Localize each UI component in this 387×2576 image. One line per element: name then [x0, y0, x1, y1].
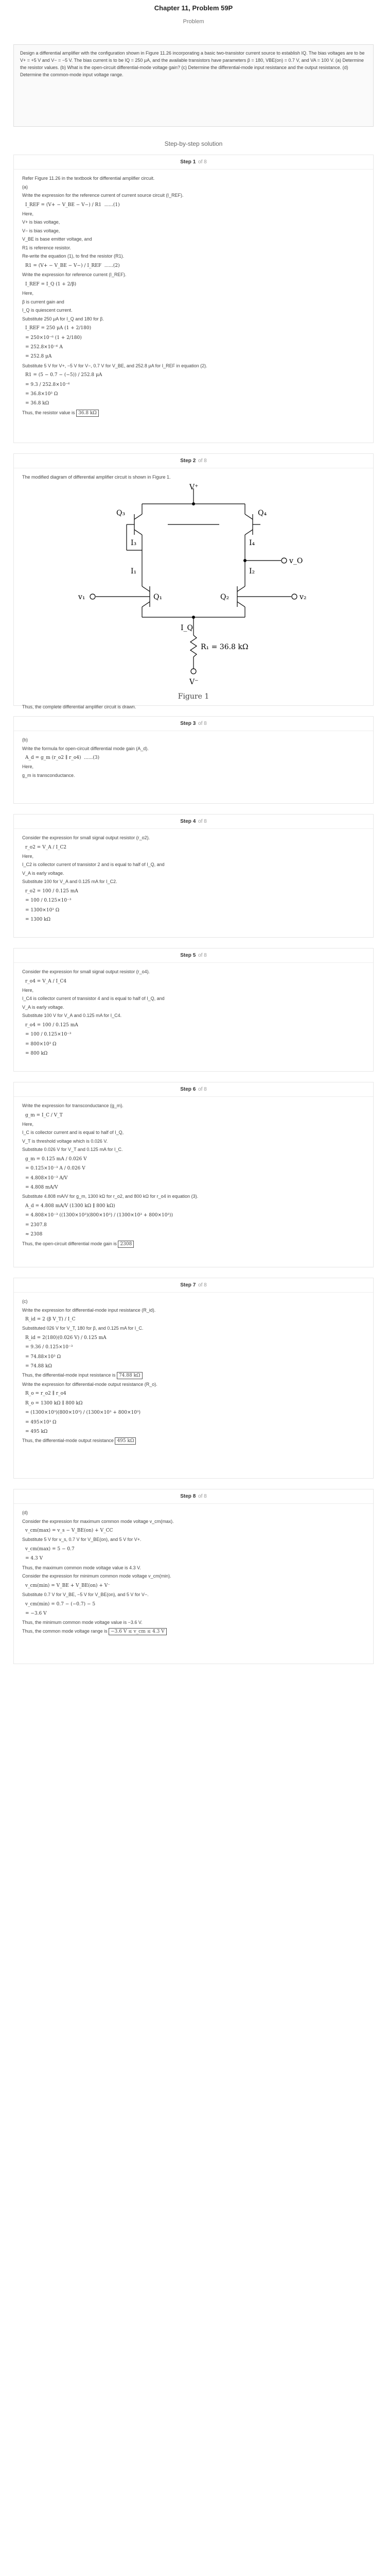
q3-emitter — [134, 514, 142, 519]
output-node — [243, 559, 247, 562]
step-1-line: β is current gain and — [22, 299, 64, 304]
step-6-line: V_T is threshold voltage which is 0.026 V. — [22, 1138, 108, 1144]
step-6-equation: = 4.808×10⁻³ ((1300×10³)(800×10³) / (1300×10³ + 800×10³)) — [25, 1213, 173, 1218]
step-1-equation: = 36.8×10³ Ω — [25, 392, 58, 397]
output-terminal — [282, 558, 287, 563]
step-1-label: Step 1 — [180, 159, 196, 165]
step-3-body — [14, 731, 373, 785]
step-8-line: Substitute 5 V for v_s, 0.7 V for V_BE(on), and 5 V for V+. — [22, 1537, 142, 1543]
step-6-label: Step 6 — [180, 1087, 196, 1092]
step-6-line: Here, — [22, 1121, 34, 1127]
step-3-line: g_m is transconductance. — [22, 772, 75, 778]
step-1-line: Here, — [22, 291, 34, 296]
step-4-label: Step 4 — [180, 819, 196, 824]
q1-label: Q₁ — [153, 592, 163, 601]
step-7-of: of 8 — [198, 1282, 207, 1288]
step-1-equation: I_REF = 250 μA (1 + 2/180) — [25, 326, 92, 331]
q2-emitter — [237, 602, 245, 607]
q1-collector — [142, 586, 150, 591]
step-7-conclusion-2 — [22, 1437, 365, 1445]
step-1-line: Refer Figure 11.26 in the textbook for differential amplifier circuit. — [22, 176, 155, 181]
step-5-line: Consider the expression for small signal output resistor (r_o4). — [22, 969, 150, 974]
step-1-line: Substitute 5 V for V+, −5 V for V−, 0.7 V for V_BE, and 252.8 μA for I_REF in equation (2). — [22, 363, 207, 368]
step-8-line: Substitute 0.7 V for V_BE, −5 V for V_BE(on), and 5 V for V−. — [22, 1592, 149, 1598]
step-7-equation: R_id = 2 (β V_T) / I_C — [25, 1317, 76, 1322]
step-7-conclusion-1-text: Thus, the differential-mode input resistance is — [22, 1372, 116, 1378]
step-3 — [13, 716, 374, 804]
v2-label: v₂ — [300, 592, 307, 601]
step-8-conclusion-text: Thus, the common mode voltage range is — [22, 1628, 108, 1634]
vplus-node — [192, 502, 195, 505]
step-2-header[interactable] — [14, 454, 373, 468]
step-6-equation: g_m = 0.125 mA / 0.026 V — [25, 1156, 87, 1162]
step-1-equation: = 36.8 kΩ — [25, 401, 49, 406]
step-1-line: V_BE is base emitter voltage, and — [22, 236, 92, 242]
step-4-line: Here, — [22, 853, 34, 859]
step-5-body — [14, 963, 373, 1063]
vminus-terminal — [191, 669, 196, 674]
q3-label: Q₃ — [116, 509, 126, 517]
step-3-line: (b) — [22, 737, 28, 742]
step-8 — [13, 1489, 374, 1664]
step-6 — [13, 1082, 374, 1267]
step-7-equation: = 74.88×10³ Ω — [25, 1354, 61, 1360]
step-4-equation: = 1300×10³ Ω — [25, 907, 60, 913]
step-4-equation: r_o2 = V_A / I_C2 — [25, 844, 67, 850]
vo-label: v_O — [289, 556, 303, 565]
step-8-line: Thus, the maximum common mode voltage value is 4.3 V. — [22, 1565, 141, 1570]
step-6-equation: = 4.808 mA/V — [25, 1185, 58, 1191]
step-7-body — [14, 1293, 373, 1451]
step-7-equation: = 9.36 / 0.125×10⁻³ — [25, 1345, 73, 1350]
step-5 — [13, 948, 374, 1072]
vminus-label: V⁻ — [189, 677, 199, 686]
step-1-line: Write the expression for the reference current of current source circuit (I_REF). — [22, 193, 184, 198]
step-1-of: of 8 — [198, 159, 207, 165]
step-2-body — [14, 468, 373, 716]
q3-collector — [134, 530, 142, 535]
step-7-answer-1: 74.88 kΩ — [117, 1372, 143, 1379]
step-2 — [13, 453, 374, 709]
step-1-header[interactable] — [14, 155, 373, 170]
q2-label: Q₂ — [220, 592, 230, 601]
step-4-line: I_C2 is collector current of transistor 2 and is equal to half of I_Q, and — [22, 862, 165, 868]
step-6-line: Substitute 0.026 V for V_T and 0.125 mA for I_C. — [22, 1147, 123, 1153]
i2-label: I₂ — [249, 567, 255, 575]
step-4 — [13, 814, 374, 938]
q4-collector — [245, 530, 253, 535]
step-5-equation: = 100 / 0.125×10⁻³ — [25, 1032, 72, 1038]
step-7-header[interactable] — [14, 1278, 373, 1293]
problem-text: Design a differential amplifier with the configuration shown in Figure 11.26 incorporating a basic two-transistor current source to establish IQ. The bias voltages are to be V+ = +5 V and V− = −5 V. The bias current is to be IQ = 250 μA, and the available transistors have parameters β = 180, VBE(on) = 0.7 V, and VA = 100 V. (a) Determine the resistor values. (b) What is the open-circuit differential-mode voltage gain? (c) Determine the differential-mode input resistance and the output resistance. (d) Determine the common-mode input voltage range. — [20, 50, 365, 77]
step-5-line: Substitute 100 V for V_A and 0.125 mA for I_C4. — [22, 1013, 122, 1019]
step-7-line: (c) — [22, 1299, 28, 1304]
step-2-of: of 8 — [198, 458, 207, 464]
step-3-equation: A_d = g_m (r_o2 ∥ r_o4) ......(3) — [25, 755, 100, 760]
step-5-equation: = 800 kΩ — [25, 1051, 48, 1057]
step-8-line: Consider the expression for maximum common mode voltage v_cm(max). — [22, 1518, 174, 1524]
step-1-equation: = 9.3 / 252.8×10⁻⁶ — [25, 382, 70, 387]
step-8-header[interactable] — [14, 1489, 373, 1504]
step-1-line: R1 is reference resistor. — [22, 245, 72, 250]
step-1-equation: I_REF = I_Q (1 + 2/β) — [25, 281, 77, 287]
step-6-of: of 8 — [198, 1087, 207, 1092]
step-7-answer-2: 495 kΩ — [115, 1437, 136, 1445]
step-7-equation: = 495 kΩ — [25, 1429, 48, 1435]
step-8-equation: = −3.6 V — [25, 1611, 47, 1616]
step-7-equation: = 495×10³ Ω — [25, 1419, 57, 1425]
step-8-label: Step 8 — [180, 1494, 196, 1499]
step-4-line: Substitute 100 for V_A and 0.125 mA for I_C2. — [22, 879, 117, 885]
step-6-line: Substitute 4.808 mA/V for g_m, 1300 kΩ for r_o2, and 800 kΩ for r_o4 in equation (3). — [22, 1194, 199, 1199]
step-1-line: Write the expression for reference current (I_REF). — [22, 272, 127, 278]
step-1-conclusion-text: Thus, the resistor value is — [22, 410, 75, 415]
step-8-line: Thus, the minimum common mode voltage value is −3.6 V. — [22, 1620, 143, 1625]
step-5-line: I_C4 is collector current of transistor 4 and is equal to half of I_Q, and — [22, 996, 165, 1002]
step-1-line: V− is bias voltage, — [22, 228, 60, 233]
step-5-of: of 8 — [198, 953, 207, 958]
step-7-label: Step 7 — [180, 1282, 196, 1288]
step-1-equation: = 252.8×10⁻⁶ A — [25, 344, 63, 350]
v2-terminal — [292, 594, 297, 599]
step-6-equation: ≈ 2308 — [25, 1232, 43, 1238]
differential-amplifier-circuit — [39, 483, 348, 689]
step-1-equation: = 252.8 μA — [25, 354, 52, 360]
vplus-label: V⁺ — [189, 483, 199, 492]
figure-1-caption: Figure 1 — [178, 692, 209, 701]
step-4-line: Consider the expression for small signal output resistor (r_o2). — [22, 835, 150, 840]
step-7-line: Substituted 026 V for V_T, 180 for β, and 0.125 mA for I_C. — [22, 1326, 144, 1331]
step-8-line: (d) — [22, 1510, 28, 1515]
step-1-equation: R1 = (5 − 0.7 − (−5)) / 252.8 μA — [25, 372, 102, 378]
step-7-equation: R_o = 1300 kΩ ∥ 800 kΩ — [25, 1400, 83, 1406]
step-4-line: V_A is early voltage. — [22, 870, 64, 876]
step-3-header[interactable] — [14, 717, 373, 731]
r1-resistor — [190, 635, 197, 657]
step-7-line: Write the expression for differential-mode input resistance (R_id). — [22, 1307, 156, 1313]
step-4-header[interactable] — [14, 815, 373, 829]
step-8-equation: = 4.3 V — [25, 1556, 43, 1562]
step-2-conclusion: Thus, the complete differential amplifier circuit is drawn. — [22, 704, 136, 709]
step-4-equation: r_o2 = 100 / 0.125 mA — [25, 888, 78, 894]
step-4-body — [14, 829, 373, 929]
step-7-conclusion-2-text: Thus, the differential-mode output resistance — [22, 1438, 114, 1444]
step-6-conclusion-text: Thus, the open-circuit differential mode gain is — [22, 1241, 117, 1246]
step-8-line: Consider the expression for minimum common mode voltage v_cm(min). — [22, 1573, 171, 1579]
step-2-line: The modified diagram of differential amplifier circuit is shown in Figure 1. — [22, 474, 171, 480]
step-6-line: Write the expression for transconductance (g_m). — [22, 1103, 124, 1108]
step-6-equation: = 2307.8 — [25, 1222, 47, 1228]
step-4-equation: = 1300 kΩ — [25, 917, 51, 923]
step-6-equation: = 0.125×10⁻³ A / 0.026 V — [25, 1166, 85, 1172]
step-1-equation: I_REF = (V+ − V_BE − V−) / R1 ......(1) — [25, 202, 120, 208]
step-1-answer: 36.8 kΩ — [76, 410, 99, 417]
step-1-line: V+ is bias voltage, — [22, 219, 60, 225]
step-1-equation: = 250×10⁻⁶ (1 + 2/180) — [25, 335, 82, 341]
step-5-equation: = 800×10³ Ω — [25, 1041, 57, 1047]
step-1-body — [14, 170, 373, 422]
step-8-equation: v_cm(min) = 0.7 − (−0.7) − 5 — [25, 1601, 96, 1607]
step-8-equation: v_cm(min) = V_BE + V_BE(on) + V⁻ — [25, 1583, 111, 1588]
q4-emitter — [245, 514, 253, 519]
tail-node — [192, 616, 195, 619]
i3-label: I₃ — [131, 538, 137, 547]
step-7-equation: R_o = r_o2 ∥ r_o4 — [25, 1391, 66, 1397]
step-6-line: I_C is collector current and is equal to half of I_Q, — [22, 1130, 124, 1136]
step-5-line: V_A is early voltage. — [22, 1004, 64, 1010]
step-8-answer: −3.6 V ≤ v_cm ≤ 4.3 V — [109, 1628, 167, 1635]
step-5-header[interactable] — [14, 948, 373, 963]
step-5-label: Step 5 — [180, 953, 196, 958]
r1-label: R₁ = 36.8 kΩ — [201, 642, 249, 651]
step-5-equation: r_o4 = 100 / 0.125 mA — [25, 1022, 78, 1028]
solution-heading: Step-by-step solution — [164, 140, 223, 147]
i4-label: I₄ — [249, 538, 255, 547]
iq-label: I_Q — [181, 623, 194, 632]
step-1 — [13, 155, 374, 443]
tab-problem[interactable]: Problem — [183, 19, 204, 25]
step-6-equation: g_m = I_C / V_T — [25, 1112, 63, 1118]
step-8-equation: v_cm(max) = 5 − 0.7 — [25, 1546, 75, 1552]
step-1-conclusion — [22, 410, 365, 417]
step-8-body — [14, 1504, 373, 1641]
step-8-conclusion — [22, 1628, 365, 1636]
step-6-answer: 2308 — [118, 1241, 134, 1248]
step-2-label: Step 2 — [180, 458, 196, 464]
i1-label: I₁ — [131, 567, 137, 575]
step-3-of: of 8 — [198, 721, 207, 726]
step-6-conclusion — [22, 1241, 365, 1248]
step-8-equation: v_cm(max) = v_s − V_BE(on) + V_CC — [25, 1528, 113, 1533]
step-3-label: Step 3 — [180, 721, 196, 726]
q1-emitter — [142, 602, 150, 607]
step-7-line: Write the expression for differential-mode output resistance (R_o). — [22, 1381, 157, 1387]
step-8-of: of 8 — [198, 1494, 207, 1499]
step-1-equation: R1 = (V+ − V_BE − V−) / I_REF ......(2) — [25, 263, 120, 268]
step-4-equation: = 100 / 0.125×10⁻³ — [25, 898, 72, 904]
step-1-line: Re-write the equation (1), to find the resistor (R1). — [22, 253, 125, 259]
step-5-line: Here, — [22, 987, 34, 993]
q4-label: Q₄ — [258, 509, 267, 517]
step-5-equation: r_o4 = V_A / I_C4 — [25, 978, 67, 984]
step-6-equation: = 4.808×10⁻³ A/V — [25, 1175, 68, 1181]
step-1-line: Here, — [22, 211, 34, 216]
step-7-equation: = 74.88 kΩ — [25, 1364, 52, 1369]
step-6-body — [14, 1097, 373, 1253]
step-4-of: of 8 — [198, 819, 207, 824]
q2-collector — [237, 586, 245, 591]
problem-statement — [13, 44, 374, 127]
step-3-line: Here, — [22, 764, 34, 770]
step-7-conclusion-1 — [22, 1372, 365, 1380]
v1-terminal — [90, 594, 95, 599]
v1-label: v₁ — [78, 592, 85, 601]
page-title: Chapter 11, Problem 59P — [154, 4, 233, 12]
step-1-line: Substitute 250 μA for I_Q and 180 for β. — [22, 316, 104, 321]
step-7-equation: R_id = 2(180)(0.026 V) / 0.125 mA — [25, 1335, 107, 1341]
step-7 — [13, 1278, 374, 1479]
step-3-line: Write the formula for open-circuit differential mode gain (A_d). — [22, 745, 149, 751]
step-6-equation: A_d = 4.808 mA/V (1300 kΩ ∥ 800 kΩ) — [25, 1203, 115, 1209]
step-6-header[interactable] — [14, 1082, 373, 1097]
step-1-line: I_Q is quiescent current. — [22, 308, 73, 313]
step-7-equation: = (1300×10³)(800×10³) / (1300×10³ + 800×10³) — [25, 1410, 141, 1416]
step-1-line: (a) — [22, 184, 28, 190]
